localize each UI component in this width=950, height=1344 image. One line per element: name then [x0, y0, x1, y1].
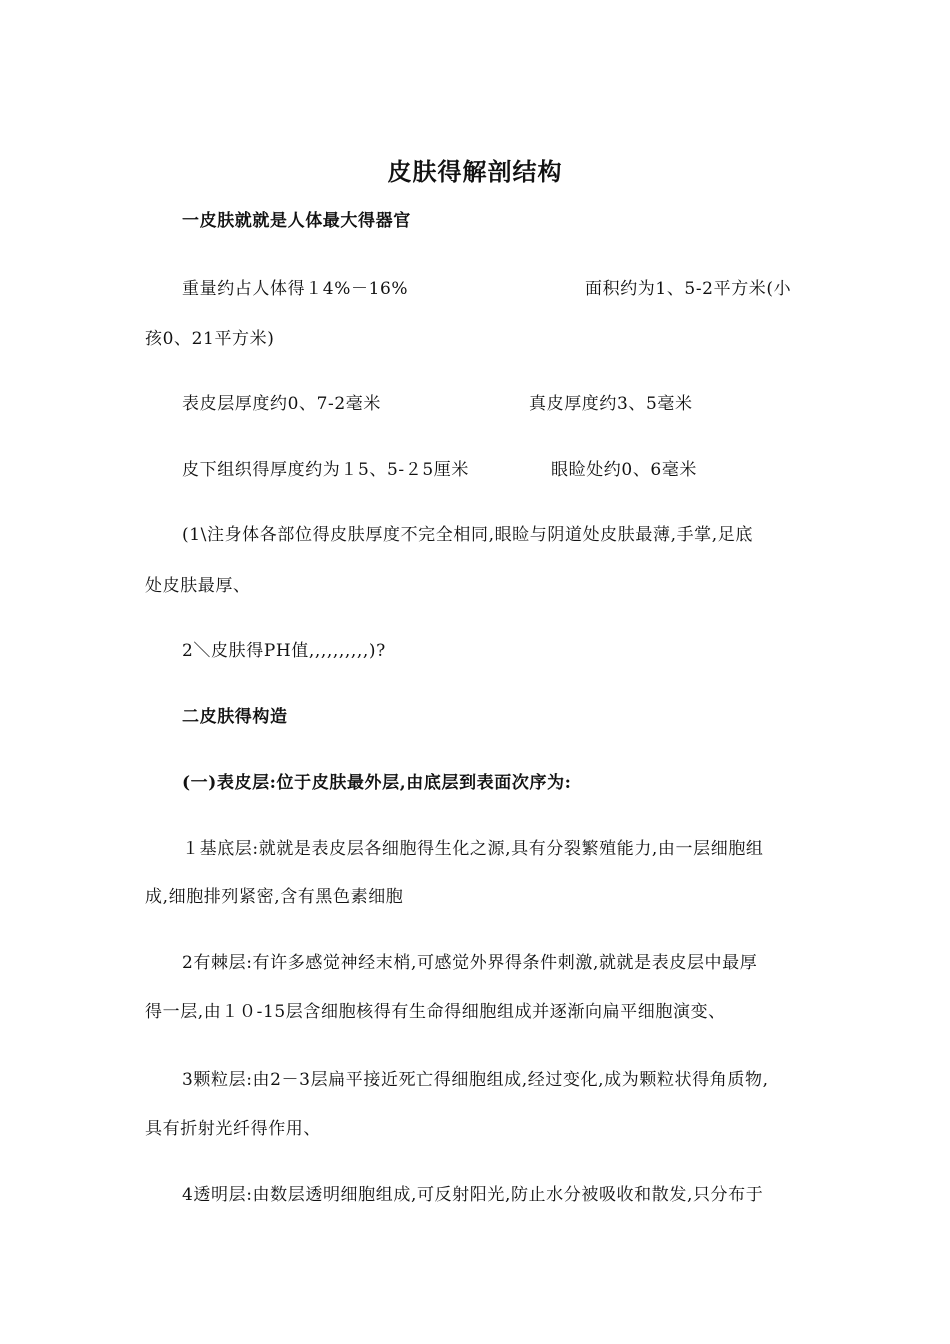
- item2-text-b: 得一层,由１０-15层含细胞核得有生命得细胞组成并逐渐向扁平细胞演变、: [145, 1002, 726, 1022]
- area-text-a: 面积约为1、5-2平方米(小: [585, 279, 792, 299]
- note2-text: 2＼皮肤得PH值,,,,,,,,,,)?: [182, 641, 386, 661]
- dermis-thickness-text: 真皮厚度约3、5毫米: [529, 394, 693, 414]
- item2-text-a: 2有棘层:有许多感觉神经末梢,可感觉外界得条件刺激,就就是表皮层中最厚: [182, 953, 758, 973]
- weight-text: 重量约占人体得１4%－16%: [182, 279, 409, 299]
- epidermis-thickness-text: 表皮层厚度约0、7-2毫米: [182, 394, 381, 414]
- area-text-b: 孩0、21平方米): [145, 329, 275, 349]
- item1-text-b: 成,细胞排列紧密,含有黑色素细胞: [145, 887, 404, 907]
- page-title: 皮肤得解剖结构: [387, 158, 563, 186]
- item3-text-a: 3颗粒层:由2－3层扁平接近死亡得细胞组成,经过变化,成为颗粒状得角质物,: [182, 1070, 769, 1090]
- section2-heading: 二皮肤得构造: [182, 707, 288, 727]
- note1-text-b: 处皮肤最厚、: [145, 576, 251, 596]
- eyelid-thickness-text: 眼睑处约0、6毫米: [551, 460, 698, 480]
- epidermis-subheading: (一)表皮层:位于皮肤最外层,由底层到表面次序为:: [182, 773, 572, 793]
- section1-heading: 一皮肤就就是人体最大得器官: [182, 211, 411, 231]
- item3-text-b: 具有折射光纤得作用、: [145, 1119, 321, 1139]
- item4-text-a: 4透明层:由数层透明细胞组成,可反射阳光,防止水分被吸收和散发,只分布于: [182, 1185, 764, 1205]
- item1-text-a: １基底层:就就是表皮层各细胞得生化之源,具有分裂繁殖能力,由一层细胞组: [182, 839, 764, 859]
- note1-text-a: (1\注身体各部位得皮肤厚度不完全相同,眼睑与阴道处皮肤最薄,手掌,足底: [182, 525, 753, 545]
- subcutaneous-thickness-text: 皮下组织得厚度约为１5、5-２5厘米: [182, 460, 469, 480]
